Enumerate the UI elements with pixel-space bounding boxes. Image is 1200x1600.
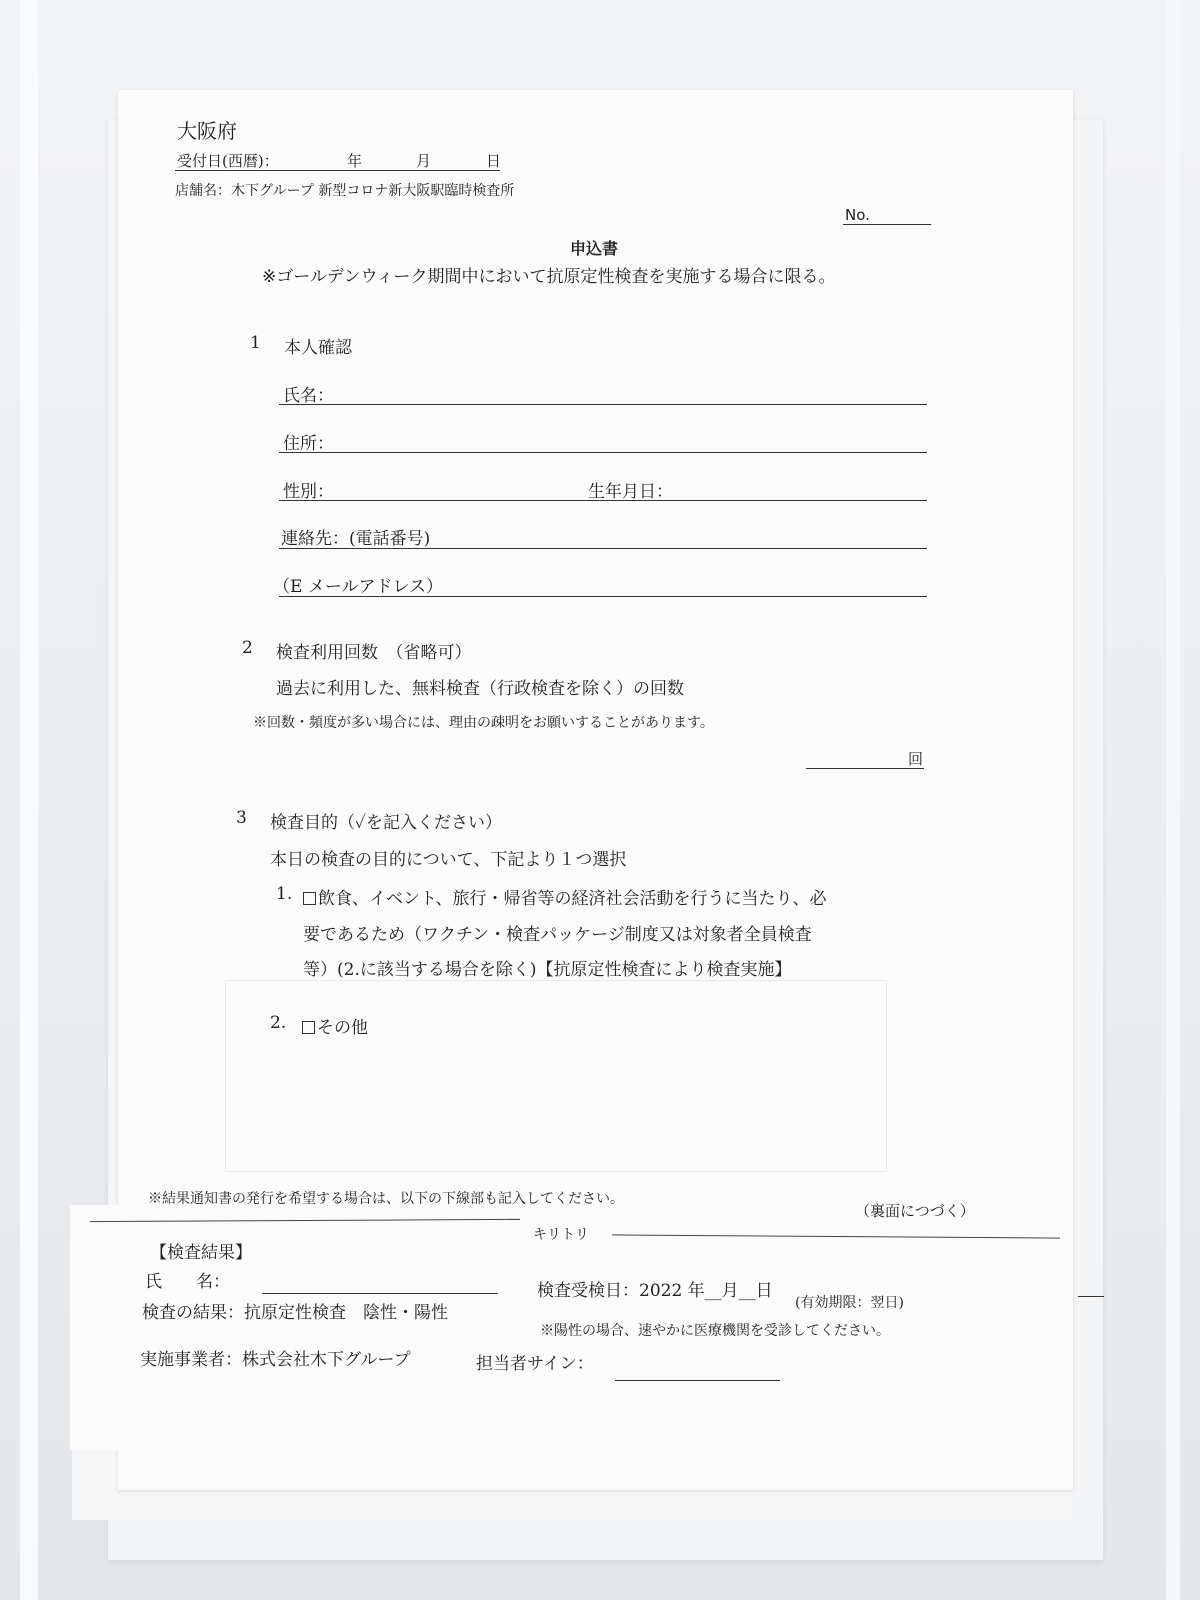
section2-heading: 検査利用回数 （省略可） <box>276 643 472 663</box>
section1-number: 1 <box>250 333 261 353</box>
year-unit: 年 <box>347 152 363 170</box>
address-field[interactable] <box>279 452 927 453</box>
birthdate-label: 生年月日： <box>588 482 673 502</box>
option1-number: 1. <box>276 884 293 904</box>
section2-number: 2 <box>242 638 253 658</box>
number-label: No. <box>845 206 870 224</box>
option1-line1 <box>303 884 826 909</box>
bleed-through-table <box>225 980 887 1172</box>
name-field[interactable] <box>279 404 927 405</box>
store-name: 店舗名：木下グループ 新型コロナ新大阪駅臨時検査所 <box>175 183 515 199</box>
sex-birthdate-field[interactable] <box>279 500 927 501</box>
provider-label: 実施事業者：株式会社木下グループ <box>140 1350 411 1370</box>
test-result-line: 検査の結果：抗原定性検査 陰性・陽性 <box>142 1303 448 1323</box>
form-title: 申込書 <box>570 239 619 258</box>
option2-line <box>302 1013 368 1038</box>
result-name-label: 氏 名： <box>145 1272 230 1292</box>
count-unit: 回 <box>908 750 924 768</box>
result-heading: 【検査結果】 <box>150 1243 252 1263</box>
positive-note: ※陽性の場合、速やかに医療機関を受診してください。 <box>540 1323 890 1339</box>
reception-date-underline <box>175 170 500 171</box>
email-label: （E メールアドレス） <box>273 577 443 597</box>
option1-line3: 等）(2.に該当する場合を除く)【抗原定性検査により検査実施】 <box>303 960 792 980</box>
validity-note: (有効期限：翌日) <box>795 1295 904 1311</box>
result-notice: ※結果通知書の発行を希望する場合は、以下の下線部も記入してください。 <box>148 1191 624 1207</box>
purpose-instruction: 本日の検査の目的について、下記より１つ選択 <box>270 850 627 870</box>
section3-number: 3 <box>236 808 247 828</box>
address-label: 住所： <box>283 434 334 454</box>
phone-field[interactable] <box>279 548 927 549</box>
sex-label: 性別： <box>283 482 334 502</box>
test-date: 検査受検日：2022 年__月__日 <box>537 1281 773 1301</box>
staff-sign-field[interactable] <box>615 1380 780 1381</box>
option1-line2: 要であるため（ワクチン・検査パッケージ制度又は対象者全員検査 <box>303 925 812 945</box>
phone-label: 連絡先：(電話番号) <box>281 529 431 549</box>
option1-checkbox[interactable] <box>303 892 316 905</box>
month-unit: 月 <box>416 152 432 170</box>
reception-date-label: 受付日(西暦)： <box>177 152 279 170</box>
day-unit: 日 <box>486 152 502 170</box>
email-field[interactable] <box>279 596 927 597</box>
section3-heading: 検査目的（✓を記入ください） <box>270 813 502 833</box>
result-name-field[interactable] <box>262 1293 498 1294</box>
option2-text: その他 <box>317 1018 368 1038</box>
number-field[interactable] <box>843 224 931 225</box>
continued-label: （裏面につづく） <box>855 1202 975 1220</box>
usage-count-question: 過去に利用した、無料検査（行政検査を除く）の回数 <box>276 679 684 699</box>
cut-label: キリトリ <box>533 1227 589 1243</box>
usage-count-field[interactable] <box>806 768 924 769</box>
name-label: 氏名： <box>283 386 334 406</box>
usage-count-note: ※回数・頻度が多い場合には、理由の疎明をお願いすることがあります。 <box>253 715 714 731</box>
prefecture-label: 大阪府 <box>177 119 237 143</box>
section1-heading: 本人確認 <box>284 338 352 358</box>
option2-checkbox[interactable] <box>302 1021 315 1034</box>
form-scope-note: ※ゴールデンウィーク期間中において抗原定性検査を実施する場合に限る。 <box>262 267 836 287</box>
staff-sign-label: 担当者サイン： <box>476 1354 594 1374</box>
option1-text-line1: 飲食、イベント、旅行・帰省等の経済社会活動を行うに当たり、必 <box>318 889 827 909</box>
tray-rim-line <box>1078 1296 1104 1297</box>
option2-number: 2. <box>270 1013 287 1033</box>
